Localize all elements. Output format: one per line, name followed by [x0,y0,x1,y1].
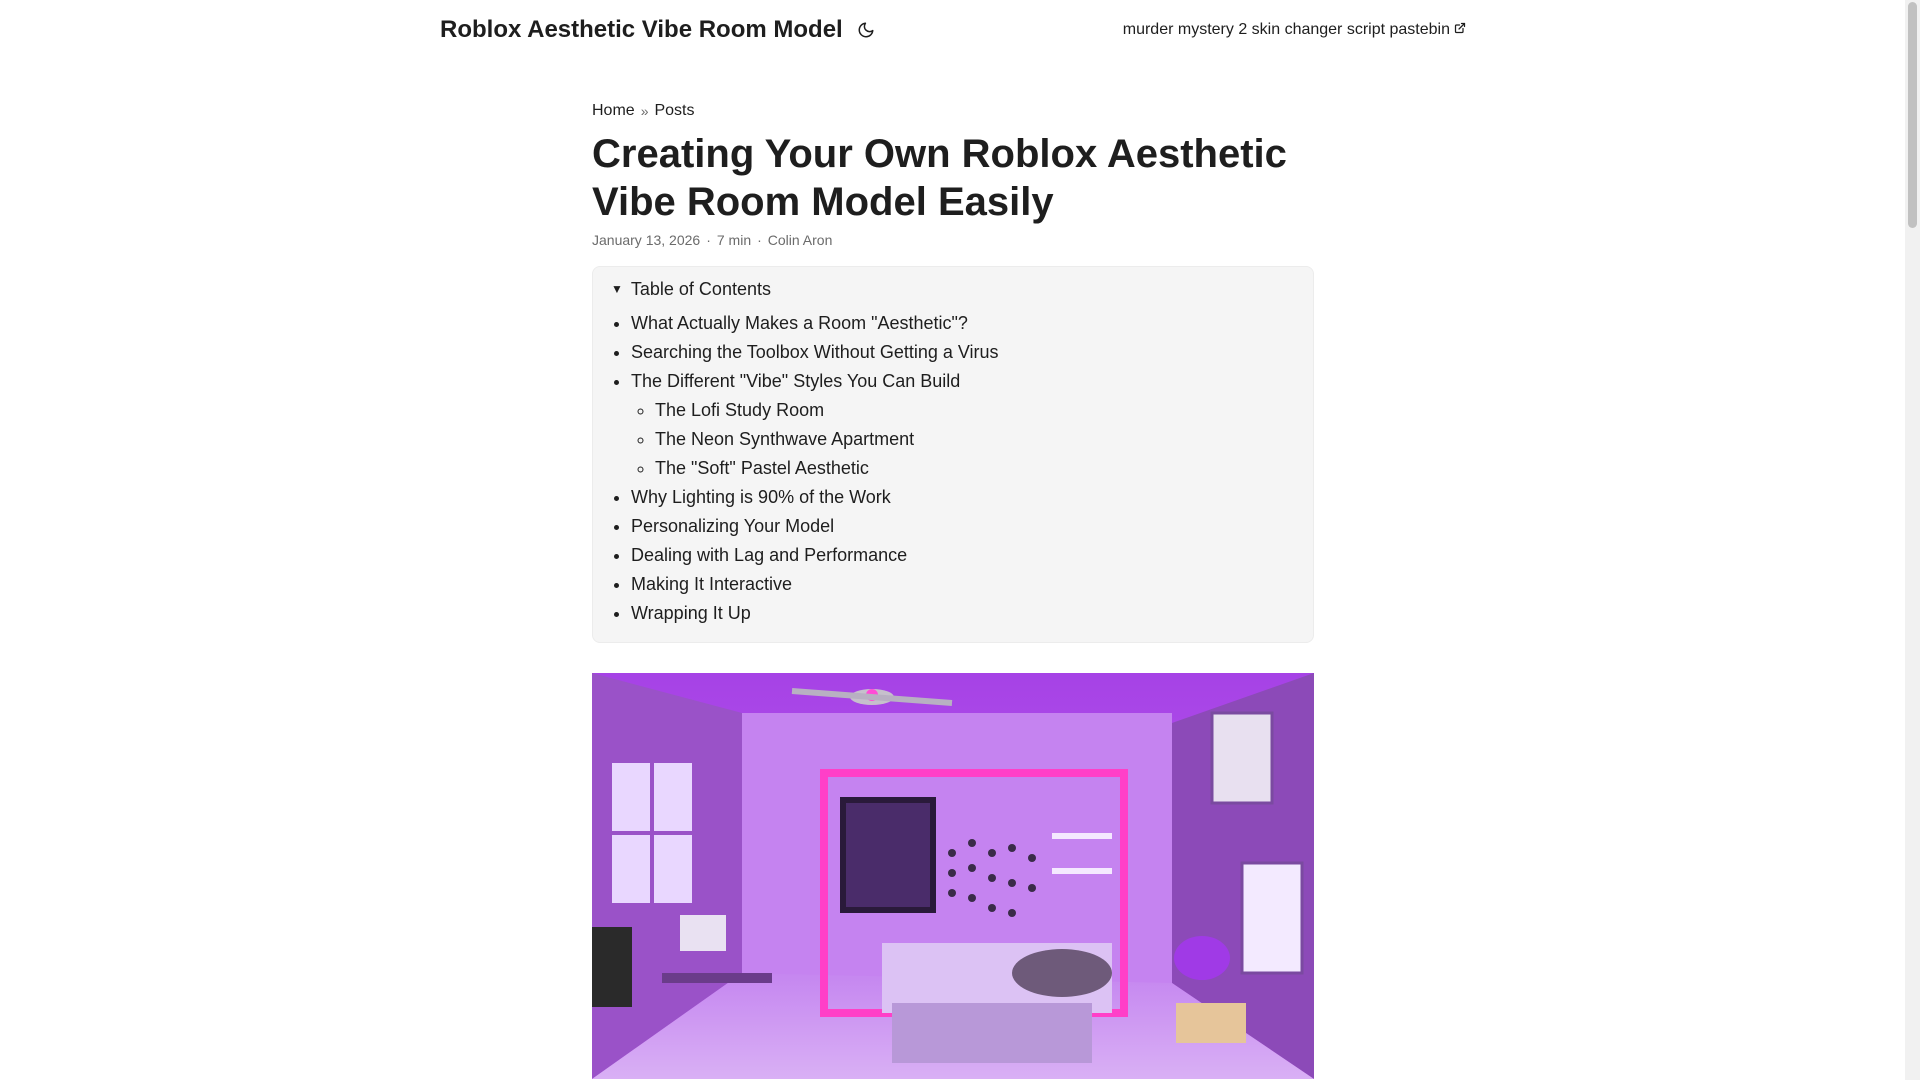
hero-image [592,673,1314,1079]
toc-item[interactable] [631,309,1295,338]
toc-link[interactable]: The Lofi Study Room [655,400,825,420]
toc-link[interactable]: The "Soft" Pastel Aesthetic [655,458,869,478]
scrollbar-thumb[interactable] [1908,2,1917,228]
toc-subitem[interactable] [655,454,1295,483]
toc-summary-label: Table of Contents [630,278,771,299]
site-header [440,0,1466,60]
table-of-contents [592,266,1314,643]
breadcrumb [592,100,1314,122]
site-logo[interactable]: Roblox Aesthetic Vibe Room Model [440,16,843,43]
toc-item[interactable] [631,599,1295,628]
triangle-down-icon: ▼ [611,282,623,296]
toc-list [611,309,1295,628]
toc-link[interactable]: Searching the Toolbox Without Getting a Virus [631,342,999,362]
meta-separator: · [757,232,762,248]
page-title: Creating Your Own Roblox Aesthetic Vibe Room Model Easily [592,132,1287,224]
toc-link[interactable]: The Neon Synthwave Apartment [655,429,915,449]
toc-link[interactable]: Wrapping It Up [631,603,751,623]
toc-item[interactable] [631,570,1295,599]
logo-wrap [440,16,877,44]
toc-item[interactable] [631,338,1295,367]
toc-link[interactable]: Dealing with Lag and Performance [631,545,908,565]
hero-illustration [592,673,1314,1079]
toc-link[interactable]: The Different "Vibe" Styles You Can Build [631,371,961,391]
toc-link[interactable]: Making It Interactive [631,574,793,594]
toc-link[interactable]: What Actually Makes a Room "Aesthetic"? [631,313,968,333]
post-meta [592,232,1314,248]
nav-link-label: murder mystery 2 skin changer script pastebin [1122,21,1450,38]
toc-subitem[interactable] [655,425,1295,454]
meta-separator: · [706,232,711,248]
toc-sublist [631,396,1295,483]
external-link-icon [1454,21,1466,39]
toc-item[interactable] [631,367,1295,483]
moon-icon[interactable] [855,19,877,41]
nav-link-mm2-script[interactable] [1123,21,1466,39]
toc-link[interactable]: Personalizing Your Model [631,516,835,536]
breadcrumb-posts[interactable]: Posts [654,102,695,119]
post-author: Colin Aron [767,232,833,248]
toc-subitem[interactable] [655,396,1295,425]
breadcrumb-home[interactable]: Home [592,102,635,119]
post-main [592,100,1314,1079]
toc-item[interactable] [631,512,1295,541]
toc-link[interactable]: Why Lighting is 90% of the Work [631,487,891,507]
page-scrollbar[interactable] [1905,0,1920,1080]
toc-item[interactable] [631,483,1295,512]
read-time: 7 min [716,232,752,248]
toc-toggle[interactable] [611,277,1295,301]
toc-item[interactable] [631,541,1295,570]
breadcrumb-separator: » [640,103,649,119]
post-date: January 13, 2026 [592,232,701,248]
